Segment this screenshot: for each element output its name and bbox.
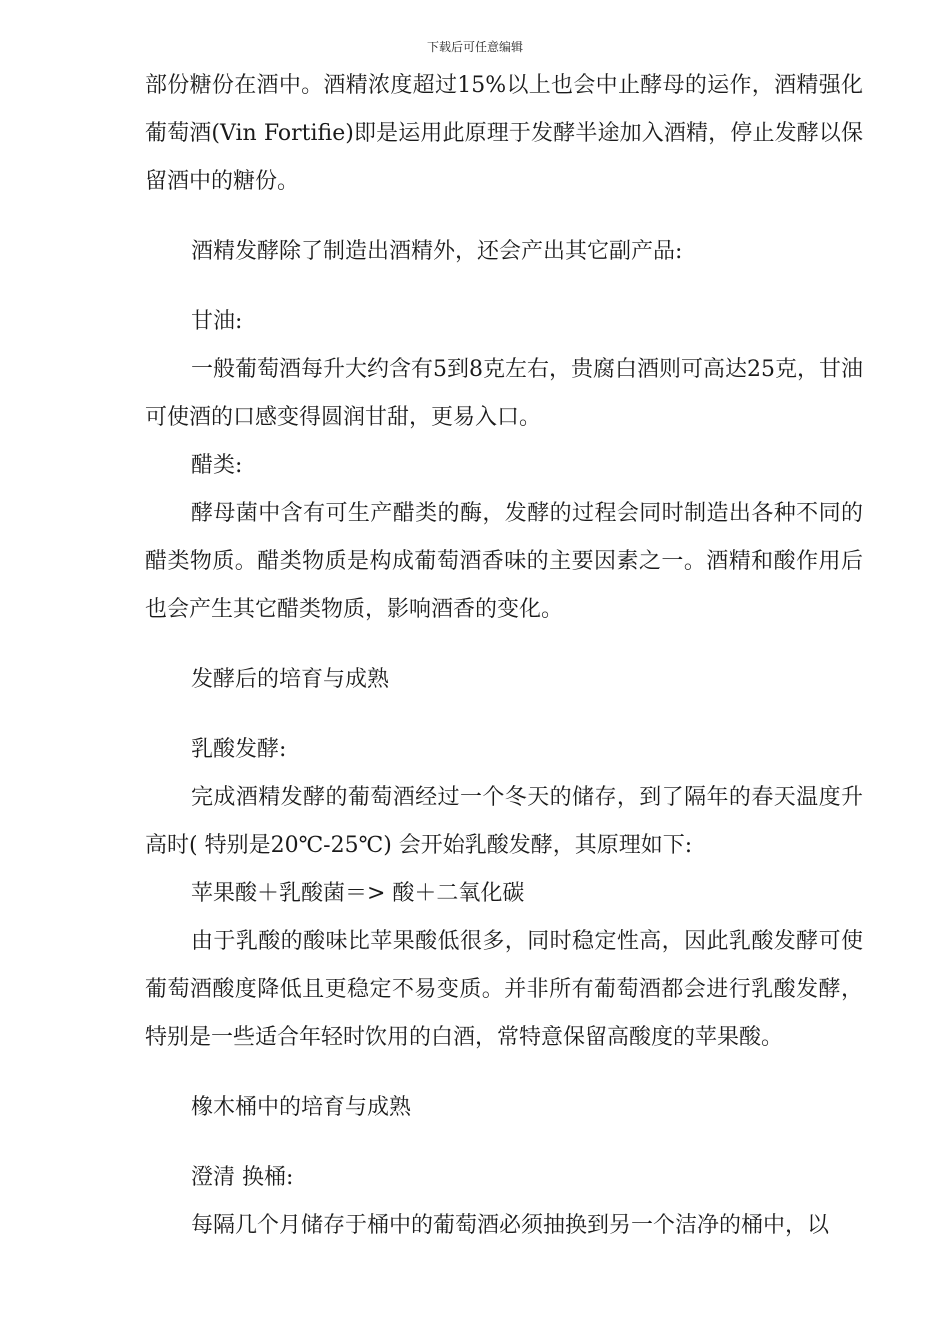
paragraph-2: 酒精发酵除了制造出酒精外，还会产出其它副产品: [191,239,683,264]
formula-line: 苹果酸＋乳酸菌＝> 酸＋二氧化碳 [191,881,525,906]
heading-malolactic: 乳酸发酵: [191,737,287,762]
paragraph-racking: 每隔几个月储存于桶中的葡萄酒必须抽换到另一个洁净的桶中，以 [191,1213,830,1238]
paragraph-malolactic: 完成酒精发酵的葡萄酒经过一个冬天的储存，到了隔年的春天温度升高时( 特别是20℃-25℃) 会开始乳酸发酵，其原理如下: [145,785,863,858]
paragraph-esters: 酵母菌中含有可生产醋类的酶，发酵的过程会同时制造出各种不同的醋类物质。醋类物质是构成葡萄酒香味的主要因素之一。酒精和酸作用后也会产生其它醋类物质，影响酒香的变化。 [145,501,863,622]
heading-glycerin: 甘油: [191,309,243,334]
paragraph-glycerin: 一般葡萄酒每升大约含有5到8克左右，贵腐白酒则可高达25克，甘油可使酒的口感变得圆润甘甜，更易入口。 [145,357,863,430]
page-header: 下载后可任意编辑 [426,40,523,54]
heading-oak-barrel: 橡木桶中的培育与成熟 [191,1095,412,1120]
paragraph-1: 部份糖份在酒中。酒精浓度超过15%以上也会中止酵母的运作，酒精强化葡萄酒(Vin Fortifie)即是运用此原理于发酵半途加入酒精，停止发酵以保留酒中的糖份。 [145,73,863,194]
heading-racking: 澄清 换桶: [191,1165,294,1190]
heading-post-fermentation: 发酵后的培育与成熟 [191,667,390,692]
document-body [145,62,863,1250]
heading-esters: 醋类: [191,453,243,478]
paragraph-lactic-acid: 由于乳酸的酸味比苹果酸低很多，同时稳定性高，因此乳酸发酵可使葡萄酒酸度降低且更稳定不易变质。并非所有葡萄酒都会进行乳酸发酵，特别是一些适合年轻时饮用的白酒，常特意保留高酸度的苹果酸。 [145,929,863,1050]
